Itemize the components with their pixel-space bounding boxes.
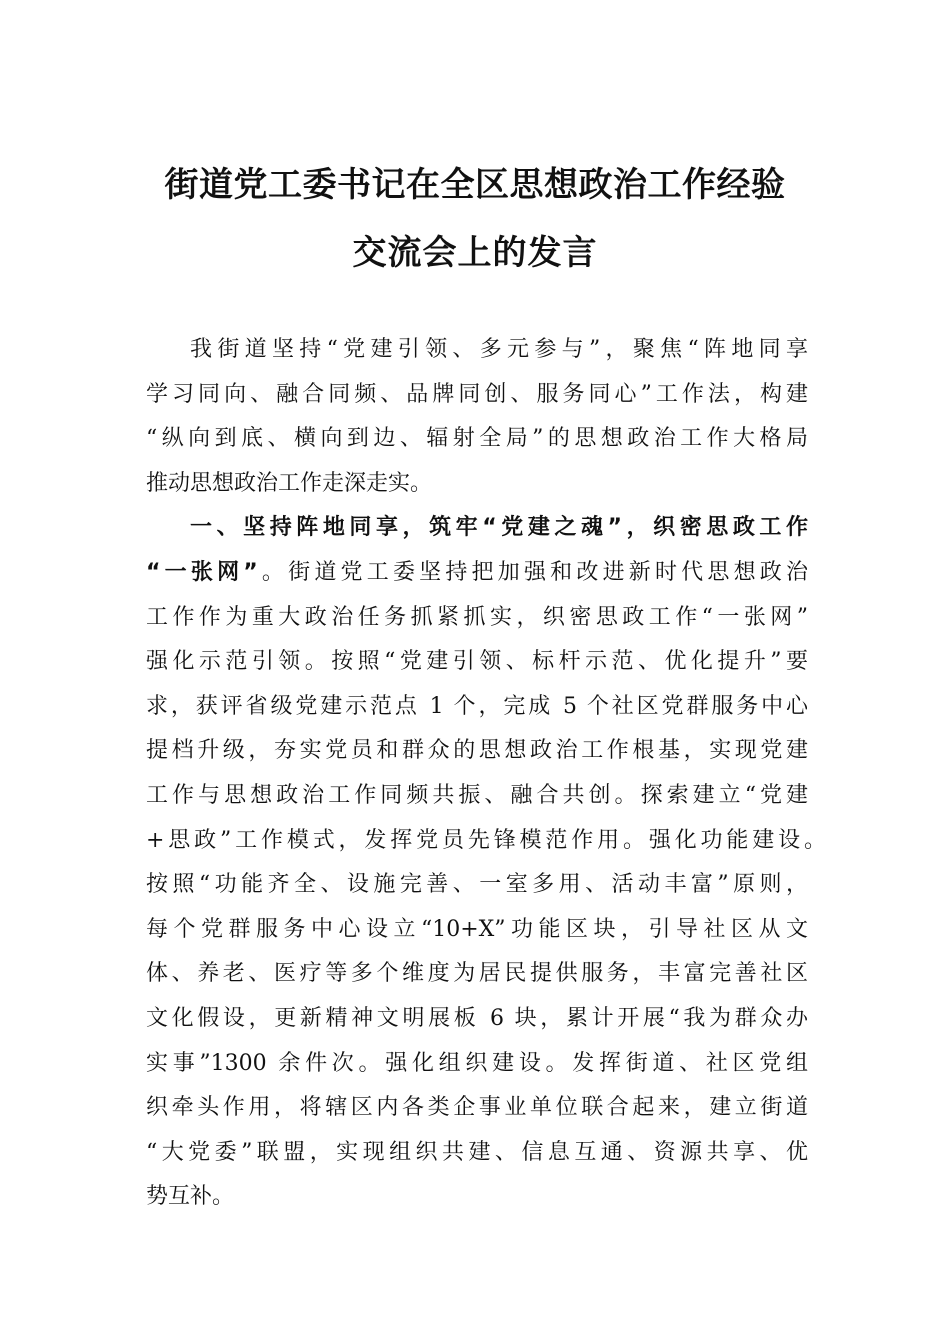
section1-line xyxy=(146,551,808,596)
section1-line: 按照“功能齐全、设施完善、一室多用、活动丰富”原则， xyxy=(146,872,808,898)
section1-line: 织牵头作用，将辖区内各类企事业单位联合起来，建立街道 xyxy=(146,1095,808,1121)
intro-line: “纵向到底、横向到边、辐射全局”的思想政治工作大格局 xyxy=(146,426,808,452)
section1-line: 提档升级，夯实党员和群众的思想政治工作根基，实现党建 xyxy=(146,738,808,764)
intro-line: 推动思想政治工作走深走实。 xyxy=(146,470,433,496)
section1-line: 强化示范引领。按照“党建引领、标杆示范、优化提升”要 xyxy=(146,649,808,675)
intro-line: 学习同向、融合同频、品牌同创、服务同心”工作法，构建 xyxy=(146,381,808,407)
section1-line: “大党委”联盟，实现组织共建、信息互通、资源共享、优 xyxy=(146,1139,808,1165)
section1-line: 实事”1300 余件次。强化组织建设。发挥街道、社区党组 xyxy=(146,1050,808,1076)
document-body xyxy=(146,328,826,1220)
section1-line-rest: 。街道党工委坚持把加强和改进新时代思想政治 xyxy=(257,559,808,585)
section1-line: 体、养老、医疗等多个维度为居民提供服务，丰富完善社区 xyxy=(146,961,808,987)
document-title-line2: 交流会上的发言 xyxy=(352,233,598,273)
section1-heading: 一、坚持阵地同享，筑牢“党建之魂”，织密思政工作 xyxy=(190,515,808,541)
section1-line: 求，获评省级党建示范点 1 个，完成 5 个社区党群服务中心 xyxy=(146,693,808,719)
intro-line: 我街道坚持“党建引领、多元参与”，聚焦“阵地同享 xyxy=(190,337,808,362)
section1-line: 每个党群服务中心设立“10+X”功能区块，引导社区从文 xyxy=(146,916,808,942)
section1-heading-tail: “一张网” xyxy=(146,559,258,585)
document-title-line1: 街道党工委书记在全区思想政治工作经验 xyxy=(164,165,786,205)
section1-line: 工作与思想政治工作同频共振、融合共创。探索建立“党建 xyxy=(146,782,808,808)
section1-line: +思政”工作模式，发挥党员先锋模范作用。强化功能建设。 xyxy=(146,827,826,853)
section1-line: 势互补。 xyxy=(146,1184,235,1210)
section1-line: 工作作为重大政治任务抓紧抓实，织密思政工作“一张网” xyxy=(146,604,808,630)
section1-line: 文化假设，更新精神文明展板 6 块，累计开展“我为群众办 xyxy=(146,1005,808,1031)
